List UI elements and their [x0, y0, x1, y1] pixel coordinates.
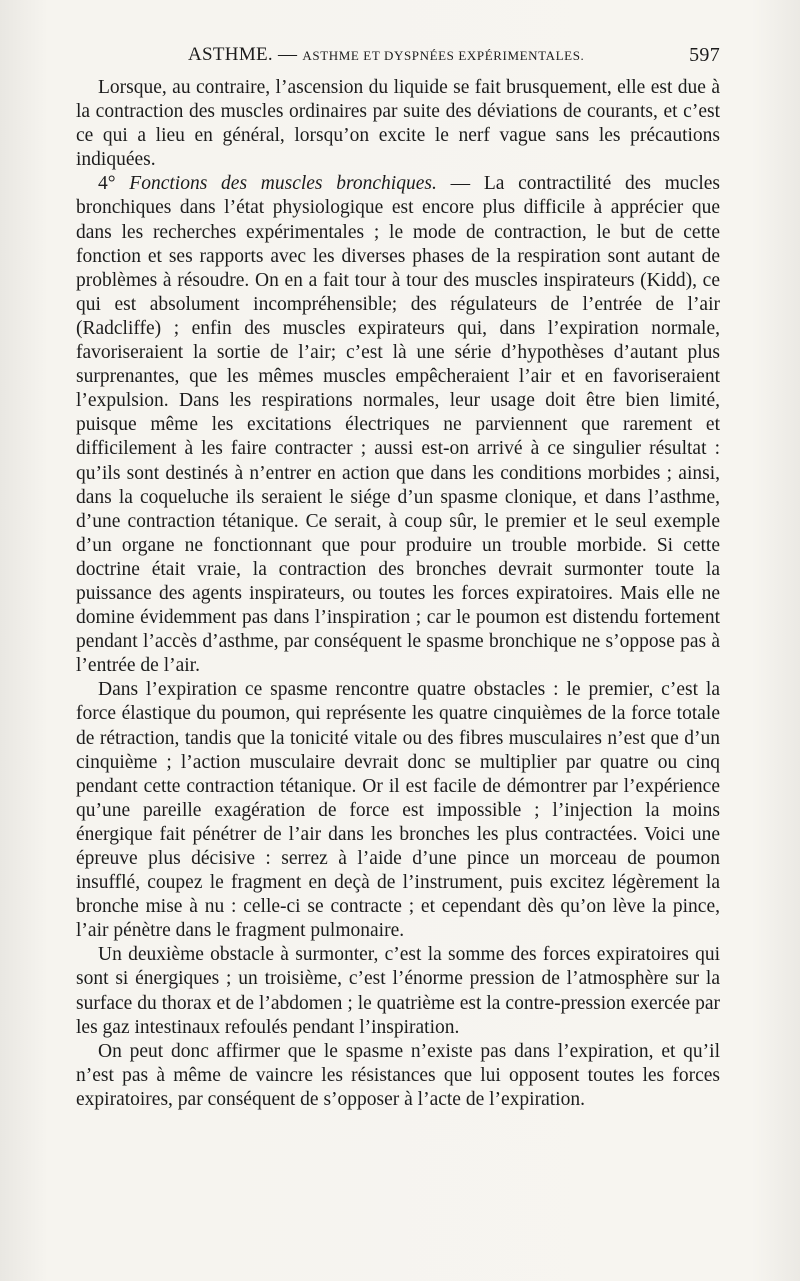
- paragraph-4-text: Un deuxième obstacle à surmonter, c’est la somme des forces expiratoires qui sont si énergiques ; un troisième, c’est l’énorme pression de l’atmosphère sur la surface du thorax et de l’abdomen ; le quatrième est la contre-pression exercée par les gaz intestinaux refoulés pendant l’inspiration.: [76, 944, 720, 1038]
- paragraph-4: [76, 943, 720, 1039]
- paragraph-5: [76, 1040, 720, 1112]
- paragraph-2-text: — La contractilité des mucles bronchiques dans l’état physiologique est encore plus difficile à apprécier que dans les recherches expérimentales ; le mode de contraction, le but de cette fonction et ses rapports avec les diverses phases de la respiration sont autant de problèmes à résoudre. On en a fait tour à tour des muscles inspirateurs (Kidd), ce qui est absolument incompréhensible; des régulateurs de l’entrée de l’air (Radcliffe) ; enfin des muscles expirateurs qui, dans l’expiration normale, favoriseraient la sortie de l’air; c’est là une série d’hypothèses d’autant plus surprenantes, que les mêmes muscles empêcheraient l’air et en favoriseraient l’expulsion. Dans les respirations normales, leur usage doit être bien limité, puisque même les excitations électriques ne parviennent que rarement et difficilement à les faire contracter ; aussi est-on arrivé à ce singulier résultat : qu’ils sont destinés à n’entrer en action que dans les conditions morbides ; ainsi, dans la coqueluche ils seraient le siége d’un spasme clonique, et dans l’asthme, d’une contraction tétanique. Ce serait, à coup sûr, le premier et le seul exemple d’un organe ne fonctionnant que pour produire un trouble morbide. Si cette doctrine était vraie, la contraction des bronches devrait surmonter toute la puissance des agents inspirateurs, ou toutes les forces expiratoires. Mais elle ne domine évidemment pas dans l’inspiration ; car le poumon est distendu fortement pendant l’accès d’asthme, par conséquent le spasme bronchique ne s’oppose pas à l’entrée de l’air.: [76, 173, 720, 677]
- section-heading-italic: Fonctions des muscles bronchiques.: [129, 173, 437, 195]
- running-title: [188, 44, 584, 66]
- paragraph-5-text: On peut donc affirmer que le spasme n’existe pas dans l’expiration, et qu’il n’est pas à même de vaincre les résistances que lui opposent toutes les forces expiratoires, par conséquent de s’opposer à l’acte de l’expiration.: [76, 1040, 720, 1110]
- running-title-separator: —: [272, 44, 303, 65]
- paragraph-2: [76, 172, 720, 678]
- body-text: [76, 76, 720, 1112]
- running-title-main: ASTHME.: [188, 44, 273, 65]
- page-number: 597: [689, 44, 720, 66]
- paragraph-3: [76, 678, 720, 943]
- paragraph-3-text: Dans l’expiration ce spasme rencontre quatre obstacles : le premier, c’est la force élastique du poumon, qui représente les quatre cinquièmes de la force totale de rétraction, tandis que la tonicité vitale ou des fibres musculaires n’est que d’un cinquième ; l’action musculaire devrait donc se multiplier par quatre ou cinq pendant cette contraction tétanique. Or il est facile de démontrer par l’expérience qu’une pareille exagération de force est impossible ; l’injection la moins énergique fait pénétrer de l’air dans les bronches les plus contractées. Voici une épreuve plus décisive : serrez à l’aide d’une pince un morceau de poumon insufflé, coupez le fragment en deçà de l’instrument, puis excitez légèrement la bronche mise à nu : celle-ci se contracte ; et cependant dès qu’on lève la pince, l’air pénètre dans le fragment pulmonaire.: [76, 679, 720, 942]
- paragraph-1: [76, 76, 720, 172]
- paragraph-2-number: 4°: [98, 173, 130, 195]
- paragraph-1-text: Lorsque, au contraire, l’ascension du liquide se fait brusquement, elle est due à la contraction des muscles ordinaires par suite des déviations de courants, et c’est ce qui a lieu en général, lorsqu’on excite le nerf vague sans les précautions indiquées.: [76, 77, 720, 171]
- running-title-subtitle: ASTHME ET DYSPNÉES EXPÉRIMENTALES.: [302, 48, 585, 63]
- running-header: [76, 44, 720, 74]
